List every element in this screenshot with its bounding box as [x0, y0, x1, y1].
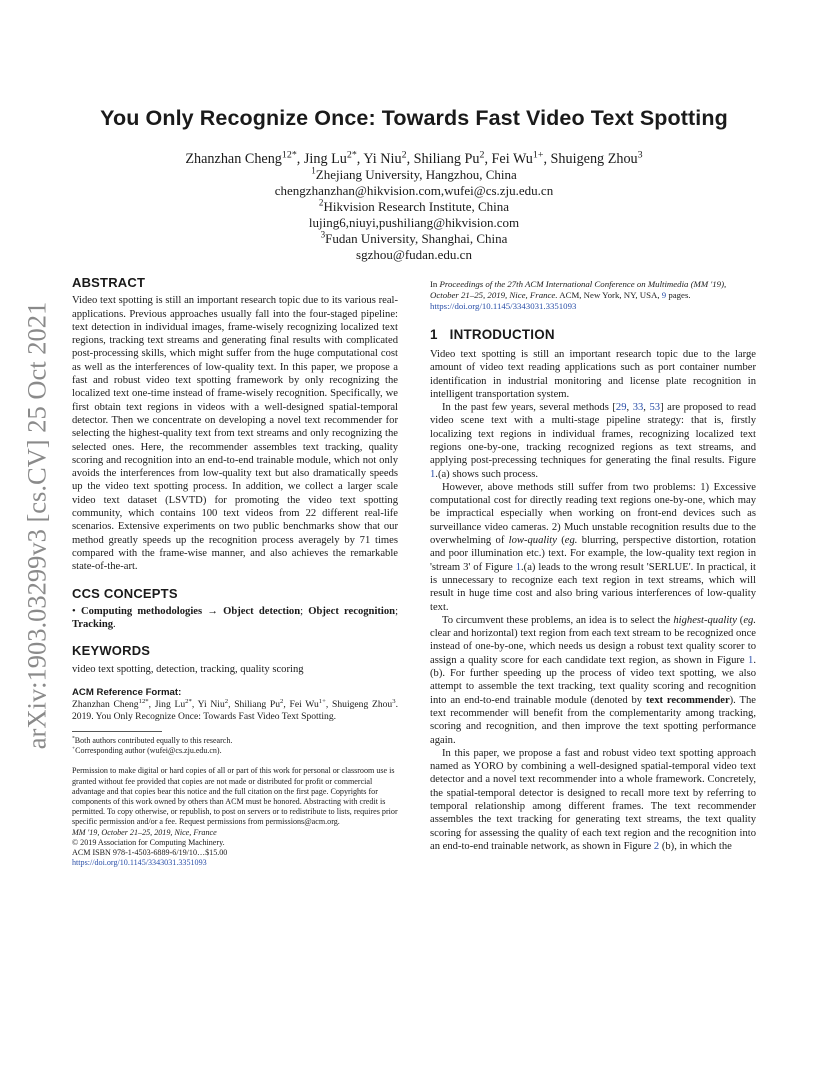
citation-link[interactable]: 33	[632, 402, 644, 414]
affiliation-text: Hikvision Research Institute, China	[323, 199, 510, 214]
author-sup: 2	[479, 149, 485, 161]
author-list	[70, 151, 758, 167]
affiliation-text: Fudan University, Shanghai, China	[325, 231, 508, 246]
intro-paragraph-4: To circumvent these problems, an idea is to select the highest-quality (eg. clear and horizontal) text region from each text stream to be recognized once instead of one-by-one, which needs us design a robust text quality scorer to assign a quality score for each candidate text region, as shown in Figure 1.(b). For further speeding up the process of video text spotting, we also attempt to assemble the text tracking, text quality scoring and recognition into an end-to-end trainable module (denoted by text recommender). The text recommender will benefit from the complementarity among tracking, scoring and recognition, and then improve the text spotting performance again.	[430, 614, 756, 746]
intro-paragraph-5: In this paper, we propose a fast and robust video text spotting approach named as YORO by combining a well-designed spatial-temporal video text detector and a novel text recommender into a whole framework. Concretely, the spatial-temporal detector is designed to recall more text by referring to temporal relationship among different frames. The text recommender assembles the text tracking for generating text streams, the text quality scoring for assessing the quality of each text region and the recognition into an end-to-end trainable network, as shown in Figure 2 (b), in which the	[430, 747, 756, 852]
pages-link[interactable]: 9	[661, 290, 667, 301]
right-column	[430, 279, 756, 853]
affiliation-line	[70, 167, 758, 183]
affiliation-email: sgzhou@fudan.edu.cn	[356, 247, 472, 262]
author-name: , Fei Wu	[484, 151, 533, 167]
arxiv-identifier: arXiv:1903.03299v3 [cs.CV] 25 Oct 2021	[21, 301, 52, 749]
citation-link[interactable]: 53	[649, 402, 661, 414]
footnote: +Corresponding author (wufei@cs.zju.edu.cn).	[72, 745, 222, 756]
doi-link[interactable]: https://doi.org/10.1145/3343031.3351093	[72, 858, 207, 868]
proceedings-reference: In Proceedings of the 27th ACM International Conference on Multimedia (MM '19), October 21–25, 2019, Nice, France. ACM, New York, NY, USA, 9 pages. https://doi.org/10.1145/3343031.3351093	[430, 279, 727, 312]
reference-format-text: Zhanzhan Cheng$^{12*}$, Jing $Lu^{2*}$, Yi Niu$^2$, Shiliang Pu$^2$, Fei $Wu^{1+}$, Shuigeng Zhou$^3$. 2019. You Only Recognize Once: Towards Fast Video Text Spotting.	[72, 698, 398, 723]
affiliation-sup: 1	[311, 165, 316, 176]
ccs-separator: ;	[395, 605, 399, 617]
affiliation-sup: 3	[320, 229, 326, 240]
figure-link[interactable]: 2	[653, 840, 660, 852]
keywords-heading: KEYWORDS	[72, 643, 151, 659]
affiliation-email: chengzhanzhan@hikvision.com,wufei@cs.zju.edu.cn	[274, 183, 554, 198]
author-sup: 3	[637, 149, 643, 161]
permission-block	[72, 766, 398, 868]
copyright-line: © 2019 Association for Computing Machinery.	[72, 837, 225, 847]
ccs-term: Object detection	[223, 605, 301, 617]
intro-paragraph-1: Video text spotting is still an important research topic due to the large amount of video text reading applications such as port container number identification in industrial monitoring and license plate recognition in intelligent transportation system.	[430, 348, 756, 400]
ccs-term: Computing methodologies	[80, 605, 203, 617]
intro-paragraph-2: In the past few years, several methods [29, 33, 53] are proposed to read video scene text with a multi-stage pipeline strategy: that is, firstly localizing text regions in individual frames, recognizing localized text regions one-by-one, tracking recognized regions as text streams, and applying post-precessing techniques for generating the final results. Figure 1.(a) shows such process.	[430, 402, 756, 480]
section-title: INTRODUCTION	[449, 326, 555, 342]
figure-link[interactable]: 1	[515, 561, 522, 573]
paper-header	[70, 106, 758, 263]
affiliation-text: Zhejiang University, Hangzhou, China	[315, 167, 517, 182]
permission-text: Permission to make digital or hard copies of all or part of this work for personal or classroom use is granted without fee provided that copies are not made or distributed for profit or commercial advantage and that copies bear this notice and the full citation on the first page. Copyrights for components of this work owned by others than ACM must be honored. Abstracting with credit is permitted. To copy otherwise, or republish, to post on servers or to redistribute to lists, requires prior specific permission and/or a fee. Request permissions from permissions@acm.org.	[72, 766, 398, 827]
affiliation-line	[70, 199, 758, 215]
proceedings-doi-link[interactable]: https://doi.org/10.1145/3343031.3351093	[430, 301, 577, 312]
reference-format-heading: ACM Reference Format:	[72, 687, 182, 699]
author-sup: 2*	[346, 149, 357, 161]
paper-title: You Only Recognize Once: Towards Fast Video Text Spotting	[100, 106, 728, 130]
author-sup: 2	[401, 149, 407, 161]
author-name: , Yi Niu	[356, 151, 402, 167]
ccs-term: Object recognition	[308, 605, 396, 617]
ccs-concepts	[72, 605, 398, 632]
author-sup: 12*	[281, 149, 297, 161]
ccs-separator: ;	[300, 605, 309, 617]
section-number: 1	[430, 326, 438, 342]
isbn-line: ACM ISBN 978-1-4503-6889-6/19/10…$15.00	[72, 847, 228, 857]
arrow-glyph: →	[202, 605, 224, 617]
ccs-heading: CCS CONCEPTS	[72, 585, 178, 601]
citation-link[interactable]: 29	[615, 402, 627, 414]
author-name: , Jing Lu	[296, 151, 347, 167]
ccs-end: .	[113, 619, 116, 631]
intro-heading	[430, 328, 756, 341]
footnote-divider	[72, 731, 162, 732]
affiliation-sup: 2	[318, 197, 324, 208]
abstract-heading: ABSTRACT	[72, 275, 146, 290]
author-name: , Shuigeng Zhou	[543, 151, 638, 167]
ccs-term: Tracking	[72, 619, 114, 631]
arxiv-sidebar	[10, 280, 64, 770]
keywords-text: video text spotting, detection, tracking, quality scoring	[72, 663, 304, 675]
figure-link[interactable]: 1	[748, 654, 754, 666]
abstract-text: Video text spotting is still an important research topic due to its various real-applications. Previous approaches usually fall into the four-staged pipeline: text detection in individual images, frame-wisely recognizing localized text regions, tracking text streams and generating final results with complicated post-processing skills, which might suffer from the huge computational cost as well as the interferences of low-quality text. In this paper, we propose a fast and robust video text spotting framework by only recognizing the localized text one-time instead of frame-wisely recognition. Specifically, we first obtain text regions in videos with a well-designed spatial-temporal detector. Then we concentrate on developing a novel text recommender for selecting the highest-quality text from text streams and only recognizing the selected ones. Here, the recommender assembles text tracking, quality scoring and recognition into an end-to-end trainable module, which not only avoids the interferences from low-quality text but also dramatically speeds up the video text spotting process. In addition, we collect a larger scale video text dataset (LSVTD) for promoting the video text spotting community, which contains 100 text videos from 22 different real-life scenarios. Extensive experiments on two public benchmarks show that our method greatly speeds up the recognition process averagely by 71 times compared with the frame-wise manner, and also achieves the remarkable state-of-the-art.	[72, 295, 398, 573]
venue-line: MM '19, October 21–25, 2019, Nice, France	[72, 827, 217, 837]
affiliation-email: lujing6,niuyi,pushiliang@hikvision.com	[308, 215, 520, 230]
left-column	[72, 276, 398, 868]
author-sup: 1+	[532, 149, 544, 161]
affiliation-line	[70, 231, 758, 247]
footnote: *Both authors contributed equally to this research.	[72, 735, 233, 746]
figure-link[interactable]: 1	[430, 468, 436, 480]
author-name: , Shiliang Pu	[406, 151, 480, 167]
bullet-glyph: •	[72, 605, 76, 617]
intro-paragraph-3: However, above methods still suffer from two problems: 1) Excessive computational cost for directly reading text regions one-by-one, which may be impractical especially when working on front-end devices such as surveillance video cameras. 2) Much unstable recognition results due to the overwhelming of low-quality (eg. blurring, perspective distortion, rotation and poor illumination etc.) text. For example, the low-quality text region in 'stream 3' of Figure 1.(a) leads to the wrong result 'SERLUE'. In practical, it is unnecessary to recognize each text region in text streams, which will result in huge time cost and also bring various interferences of low-quality text.	[430, 481, 756, 613]
author-name: Zhanzhan Cheng	[185, 151, 282, 167]
